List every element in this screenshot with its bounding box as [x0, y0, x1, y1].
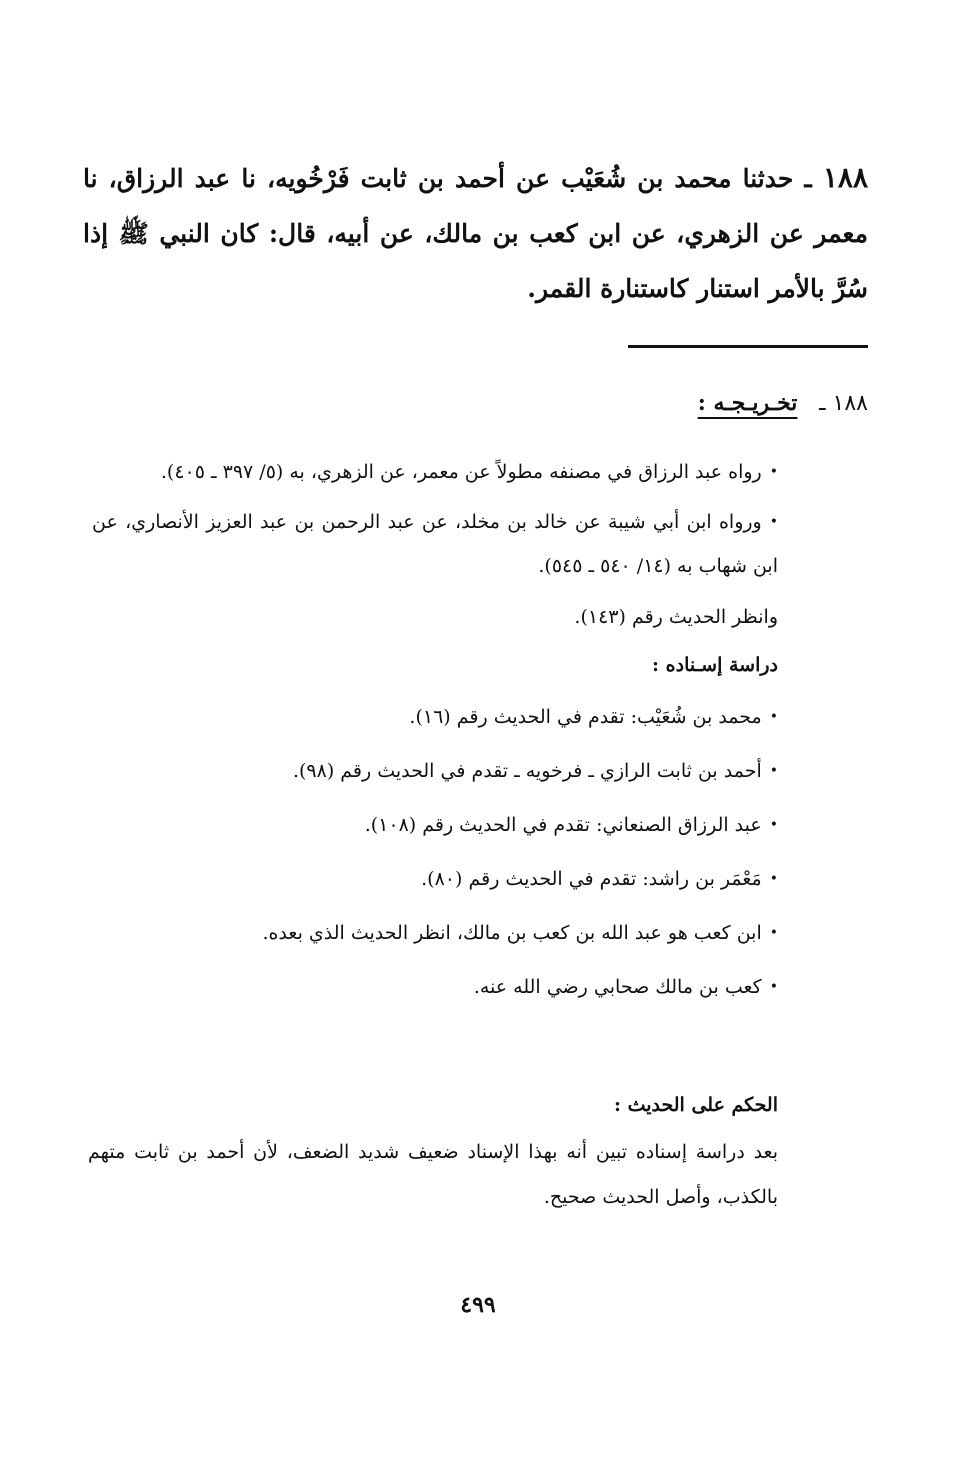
- takhrij-number: ١٨٨ ـ: [819, 391, 868, 416]
- narrator-text: ابن كعب هو عبد الله بن كعب بن مالك، انظر الحديث الذي بعده.: [262, 922, 762, 944]
- page-number: ٤٩٩: [460, 1292, 496, 1318]
- bullet-icon: •: [769, 514, 778, 530]
- takhrij-heading: [698, 385, 868, 422]
- see-also-note: وانظر الحديث رقم (١٤٣).: [574, 606, 778, 628]
- narrator-text: مَعْمَر بن راشد: تقدم في الحديث رقم (٨٠).: [421, 868, 762, 890]
- isnad-study-title: دراسة إسـناده :: [652, 654, 778, 676]
- narrator-item: [92, 852, 778, 906]
- narrator-text: أحمد بن ثابت الرازي ـ فرخويه ـ تقدم في الحديث رقم (٩٨).: [292, 760, 762, 782]
- narrator-text: كعب بن مالك صحابي رضي الله عنه.: [473, 976, 762, 998]
- bullet-icon: •: [769, 979, 778, 995]
- narrator-item: [92, 960, 778, 1014]
- bullet-icon: •: [769, 464, 778, 480]
- narrator-item: [92, 798, 778, 852]
- takhrij-note: [92, 450, 778, 494]
- narrator-item: [92, 690, 778, 744]
- takhrij-title: تخـريـجـه :: [697, 390, 798, 416]
- footnote-separator: [628, 345, 868, 348]
- takhrij-note: [92, 500, 778, 588]
- bullet-icon: •: [769, 817, 778, 833]
- takhrij-note-text: رواه عبد الرزاق في مصنفه مطولاً عن معمر، عن الزهري، به (٥/ ٣٩٧ ـ ٤٠٥).: [160, 461, 762, 483]
- verdict-section: [88, 1094, 778, 1220]
- bullet-icon: •: [769, 871, 778, 887]
- bullet-icon: •: [769, 925, 778, 941]
- narrator-text: محمد بن شُعَيْب: تقدم في الحديث رقم (١٦).: [409, 706, 762, 728]
- verdict-text: بعد دراسة إسناده تبين أنه بهذا الإسناد ضعيف شديد الضعف، لأن أحمد بن ثابت متهم بالكذب، وأصل الحديث صحيح.: [88, 1141, 778, 1208]
- verdict-title: الحكم على الحديث :: [613, 1094, 778, 1116]
- hadith-text-block: [83, 150, 868, 316]
- bullet-icon: •: [769, 763, 778, 779]
- notes-section: [92, 450, 778, 1014]
- hadith-text: ـ حدثنا محمد بن شُعَيْب عن أحمد بن ثابت فَرْخُويه، نا عبد الرزاق، نا معمر عن الزهري، عن ابن كعب بن مالك، عن أبيه، قال: كان النبي ﷺ إذا سُرَّ بالأمر استنار كاستنارة القمر.: [83, 164, 868, 303]
- takhrij-note-text: ورواه ابن أبي شيبة عن خالد بن مخلد، عن عبد الرحمن بن عبد العزيز الأنصاري، عن ابن شهاب به (١٤/ ٥٤٠ ـ ٥٤٥).: [92, 511, 778, 577]
- narrator-item: [92, 906, 778, 960]
- bullet-icon: •: [769, 709, 778, 725]
- narrator-text: عبد الرزاق الصنعاني: تقدم في الحديث رقم (١٠٨).: [364, 814, 762, 836]
- narrator-item: [92, 744, 778, 798]
- hadith-number: ١٨٨: [822, 161, 868, 194]
